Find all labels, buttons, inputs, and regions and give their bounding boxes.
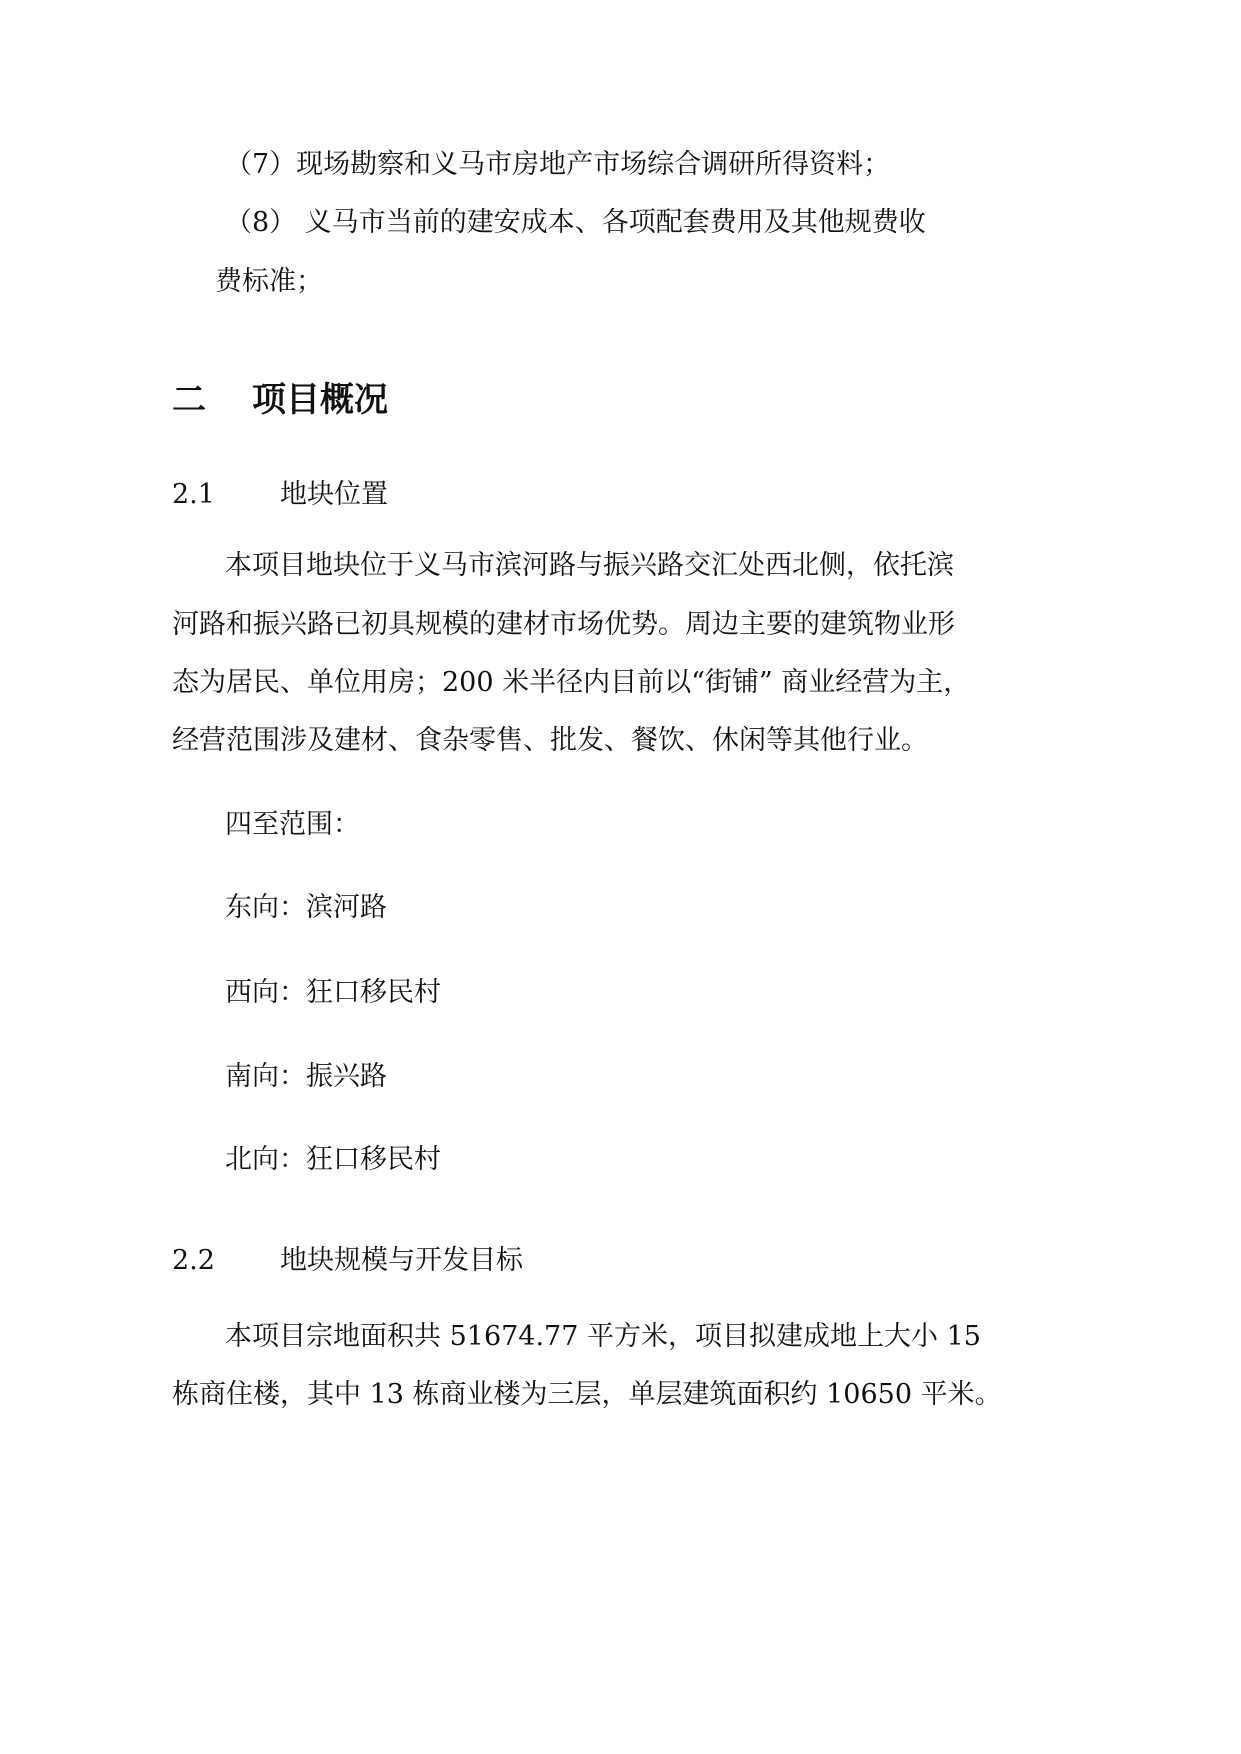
subsection-number: 2.2	[172, 1245, 215, 1276]
paragraph-line: 河路和振兴路已初具规模的建材市场优势。周边主要的建筑物业形	[172, 609, 955, 640]
paragraph-line: 本项目地块位于义马市滨河路与振兴路交汇处西北侧，依托滨	[225, 550, 954, 581]
reference-item-8-continued: 费标准；	[215, 266, 323, 297]
section-heading	[172, 376, 388, 424]
boundary-south: 南向：振兴路	[225, 1061, 387, 1092]
subsection-heading-2-2	[172, 1241, 523, 1281]
section-number: 二	[172, 380, 206, 420]
paragraph-line: 经营范围涉及建材、食杂零售、批发、餐饮、休闲等其他行业。	[172, 725, 928, 756]
reference-item-8: （8） 义马市当前的建安成本、各项配套费用及其他规费收	[225, 207, 926, 238]
boundary-west: 西向：狂口移民村	[225, 977, 441, 1008]
boundary-east: 东向：滨河路	[225, 892, 387, 923]
subsection-heading-2-1	[172, 475, 388, 515]
subsection-title: 地块规模与开发目标	[280, 1245, 523, 1276]
boundary-title: 四至范围：	[225, 809, 360, 840]
paragraph-line: 栋商住楼，其中 13 栋商业楼为三层，单层建筑面积约 10650 平米。	[172, 1379, 1002, 1410]
reference-item-7: （7）现场勘察和义马市房地产市场综合调研所得资料；	[225, 149, 891, 180]
paragraph-line: 态为居民、单位用房；200 米半径内目前以“街铺” 商业经营为主，	[172, 667, 971, 698]
boundary-north: 北向：狂口移民村	[225, 1144, 441, 1175]
section-title: 项目概况	[252, 380, 388, 420]
subsection-title: 地块位置	[280, 479, 388, 510]
subsection-number: 2.1	[172, 479, 215, 510]
paragraph-line: 本项目宗地面积共 51674.77 平方米，项目拟建成地上大小 15	[225, 1321, 981, 1352]
